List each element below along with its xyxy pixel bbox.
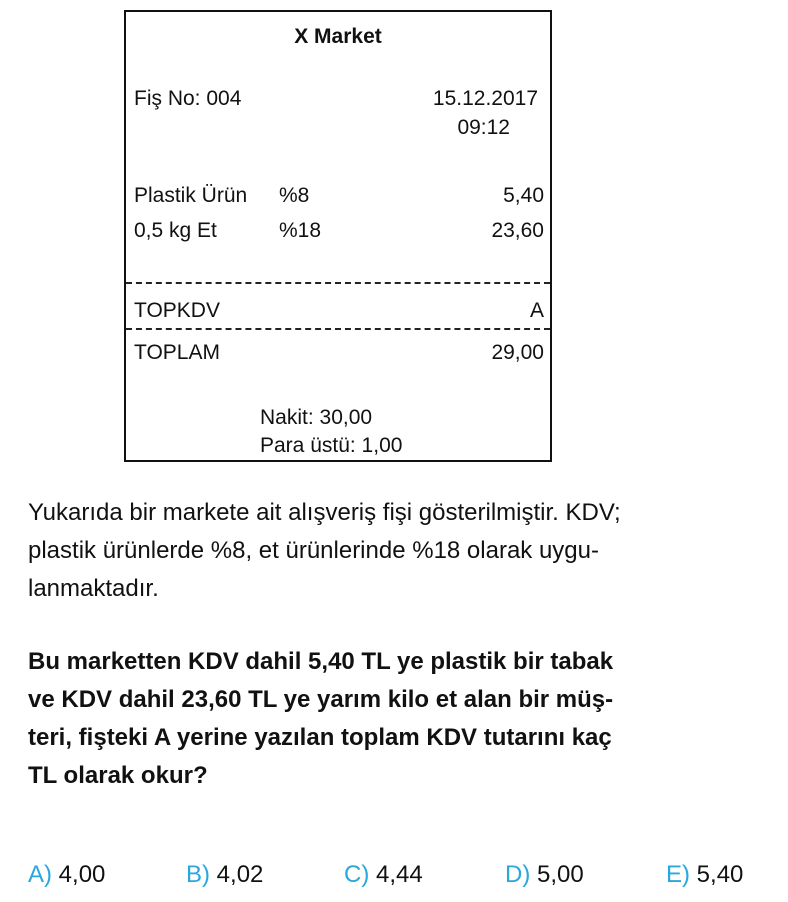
- option-value: 4,02: [216, 861, 264, 888]
- intro-line: Yukarıda bir markete ait alışveriş fişi gösterilmiştir. KDV;: [28, 499, 621, 526]
- option-d[interactable]: [505, 857, 584, 893]
- option-a[interactable]: [28, 857, 105, 893]
- option-letter: B): [186, 861, 210, 888]
- option-e[interactable]: [666, 857, 743, 893]
- question-stem: [28, 643, 768, 795]
- option-letter: E): [666, 861, 690, 888]
- store-name: X Market: [294, 25, 382, 48]
- intro-line: plastik ürünlerde %8, et ürünlerinde %18 olarak uygu-: [28, 537, 599, 564]
- receipt-date: 15.12.2017: [432, 87, 538, 110]
- option-value: 5,40: [696, 861, 744, 888]
- question-intro: [28, 494, 768, 608]
- question-line: teri, fişteki A yerine yazılan toplam KDV tutarını kaç: [28, 724, 612, 751]
- receipt-time: 09:12: [457, 116, 510, 139]
- option-b[interactable]: [186, 857, 263, 893]
- total-value: 29,00: [491, 341, 544, 364]
- topkdv-value: A: [529, 299, 544, 322]
- item-rate: %18: [279, 219, 322, 242]
- item-price: 5,40: [503, 184, 544, 207]
- item-price: 23,60: [491, 219, 544, 242]
- question-line: Bu marketten KDV dahil 5,40 TL ye plastik bir tabak: [28, 648, 614, 675]
- receipt: [124, 10, 552, 462]
- item-rate: %8: [279, 184, 310, 207]
- receipt-number: Fiş No: 004: [134, 87, 242, 110]
- intro-line: lanmaktadır.: [28, 575, 159, 602]
- topkdv-label: TOPKDV: [134, 299, 220, 322]
- question-line: TL olarak okur?: [28, 762, 208, 789]
- cash-amount: Nakit: 30,00: [260, 406, 373, 429]
- option-value: 4,00: [58, 861, 106, 888]
- option-letter: D): [505, 861, 531, 888]
- total-label: TOPLAM: [134, 341, 220, 364]
- question-line: ve KDV dahil 23,60 TL ye yarım kilo et alan bir müş-: [28, 686, 614, 713]
- divider: [126, 282, 550, 284]
- item-name: Plastik Ürün: [134, 184, 248, 207]
- change-amount: Para üstü: 1,00: [260, 434, 403, 457]
- option-value: 4,44: [376, 861, 423, 888]
- option-letter: C): [344, 861, 370, 888]
- option-c[interactable]: [344, 857, 423, 893]
- item-name: 0,5 kg Et: [134, 219, 217, 242]
- divider: [126, 328, 550, 330]
- option-letter: A): [28, 861, 52, 888]
- option-value: 5,00: [537, 861, 584, 888]
